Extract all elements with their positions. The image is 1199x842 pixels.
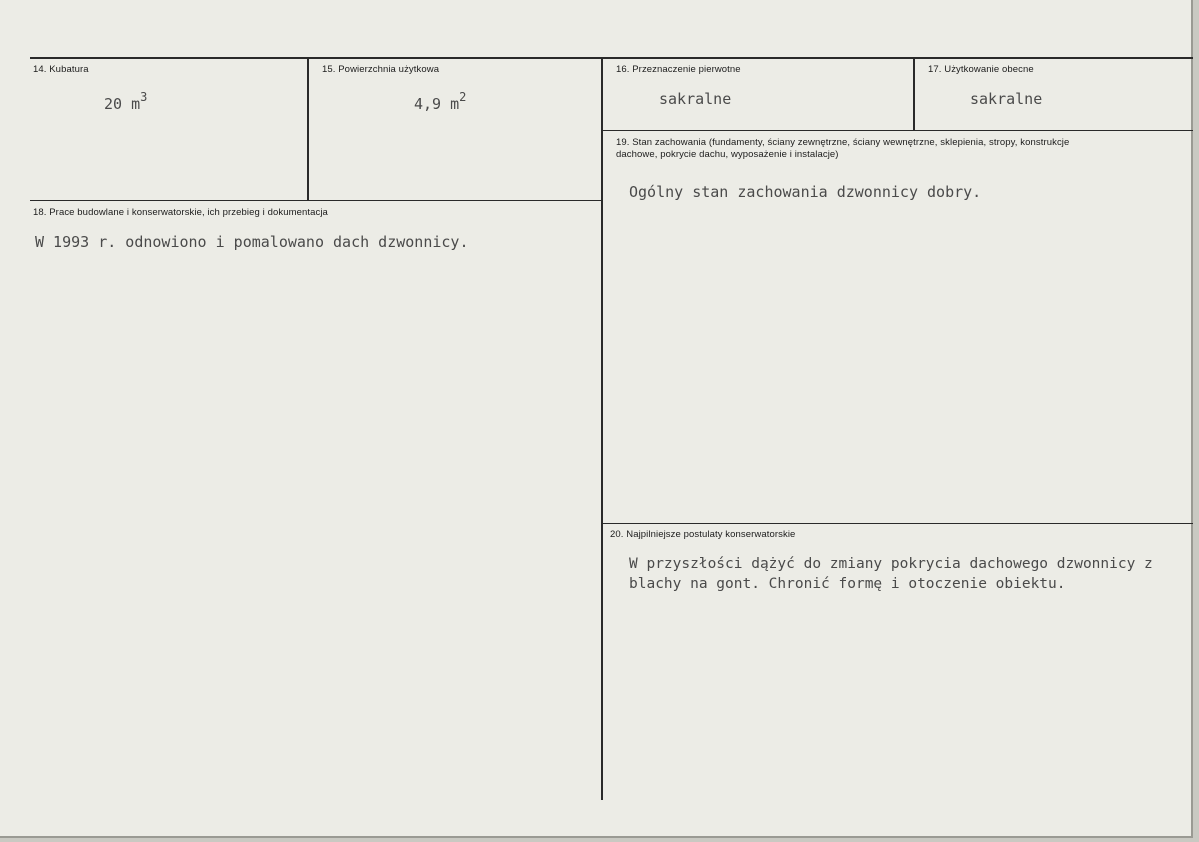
przeznaczenie-value: sakralne [659, 90, 732, 108]
przeznaczenie-label: 16. Przeznaczenie pierwotne [616, 64, 741, 75]
powierzchnia-label: 15. Powierzchnia użytkowa [322, 64, 440, 75]
rule-above-20 [602, 523, 1193, 524]
postulaty-value: W przyszłości dążyć do zmiany pokrycia dachowego dzwonnicy z blachy na gont. Chronić formę i otoczenie obiektu. [629, 556, 1153, 592]
stan-zachowania-label: 19. Stan zachowania (fundamenty, ściany zewnętrzne, ściany wewnętrzne, sklepienia, stropy, konstrukcje dachowe, pokrycie dachu, wyposażenie i instalacje) [616, 137, 1070, 160]
top-rule [30, 57, 1193, 59]
divider-center [601, 58, 603, 800]
kubatura-label: 14. Kubatura [33, 64, 89, 75]
divider-16-17 [913, 58, 915, 130]
rule-above-18 [30, 200, 602, 201]
prace-label: 18. Prace budowlane i konserwatorskie, ich przebieg i dokumentacja [33, 207, 328, 218]
powierzchnia-value: 4,9 $m^2$ [414, 90, 467, 113]
postulaty-label: 20. Najpilniejsze postulaty konserwatorskie [610, 529, 796, 540]
uzytkowanie-value: sakralne [970, 90, 1043, 108]
prace-value: W 1993 r. odnowiono i pomalowano dach dzwonnicy. [35, 233, 469, 251]
divider-14-15 [307, 58, 309, 200]
rule-above-19 [602, 130, 1193, 131]
uzytkowanie-label: 17. Użytkowanie obecne [928, 64, 1034, 75]
stan-zachowania-value: Ogólny stan zachowania dzwonnicy dobry. [629, 183, 982, 201]
kubatura-value: 20 $m^3$ [104, 90, 148, 113]
